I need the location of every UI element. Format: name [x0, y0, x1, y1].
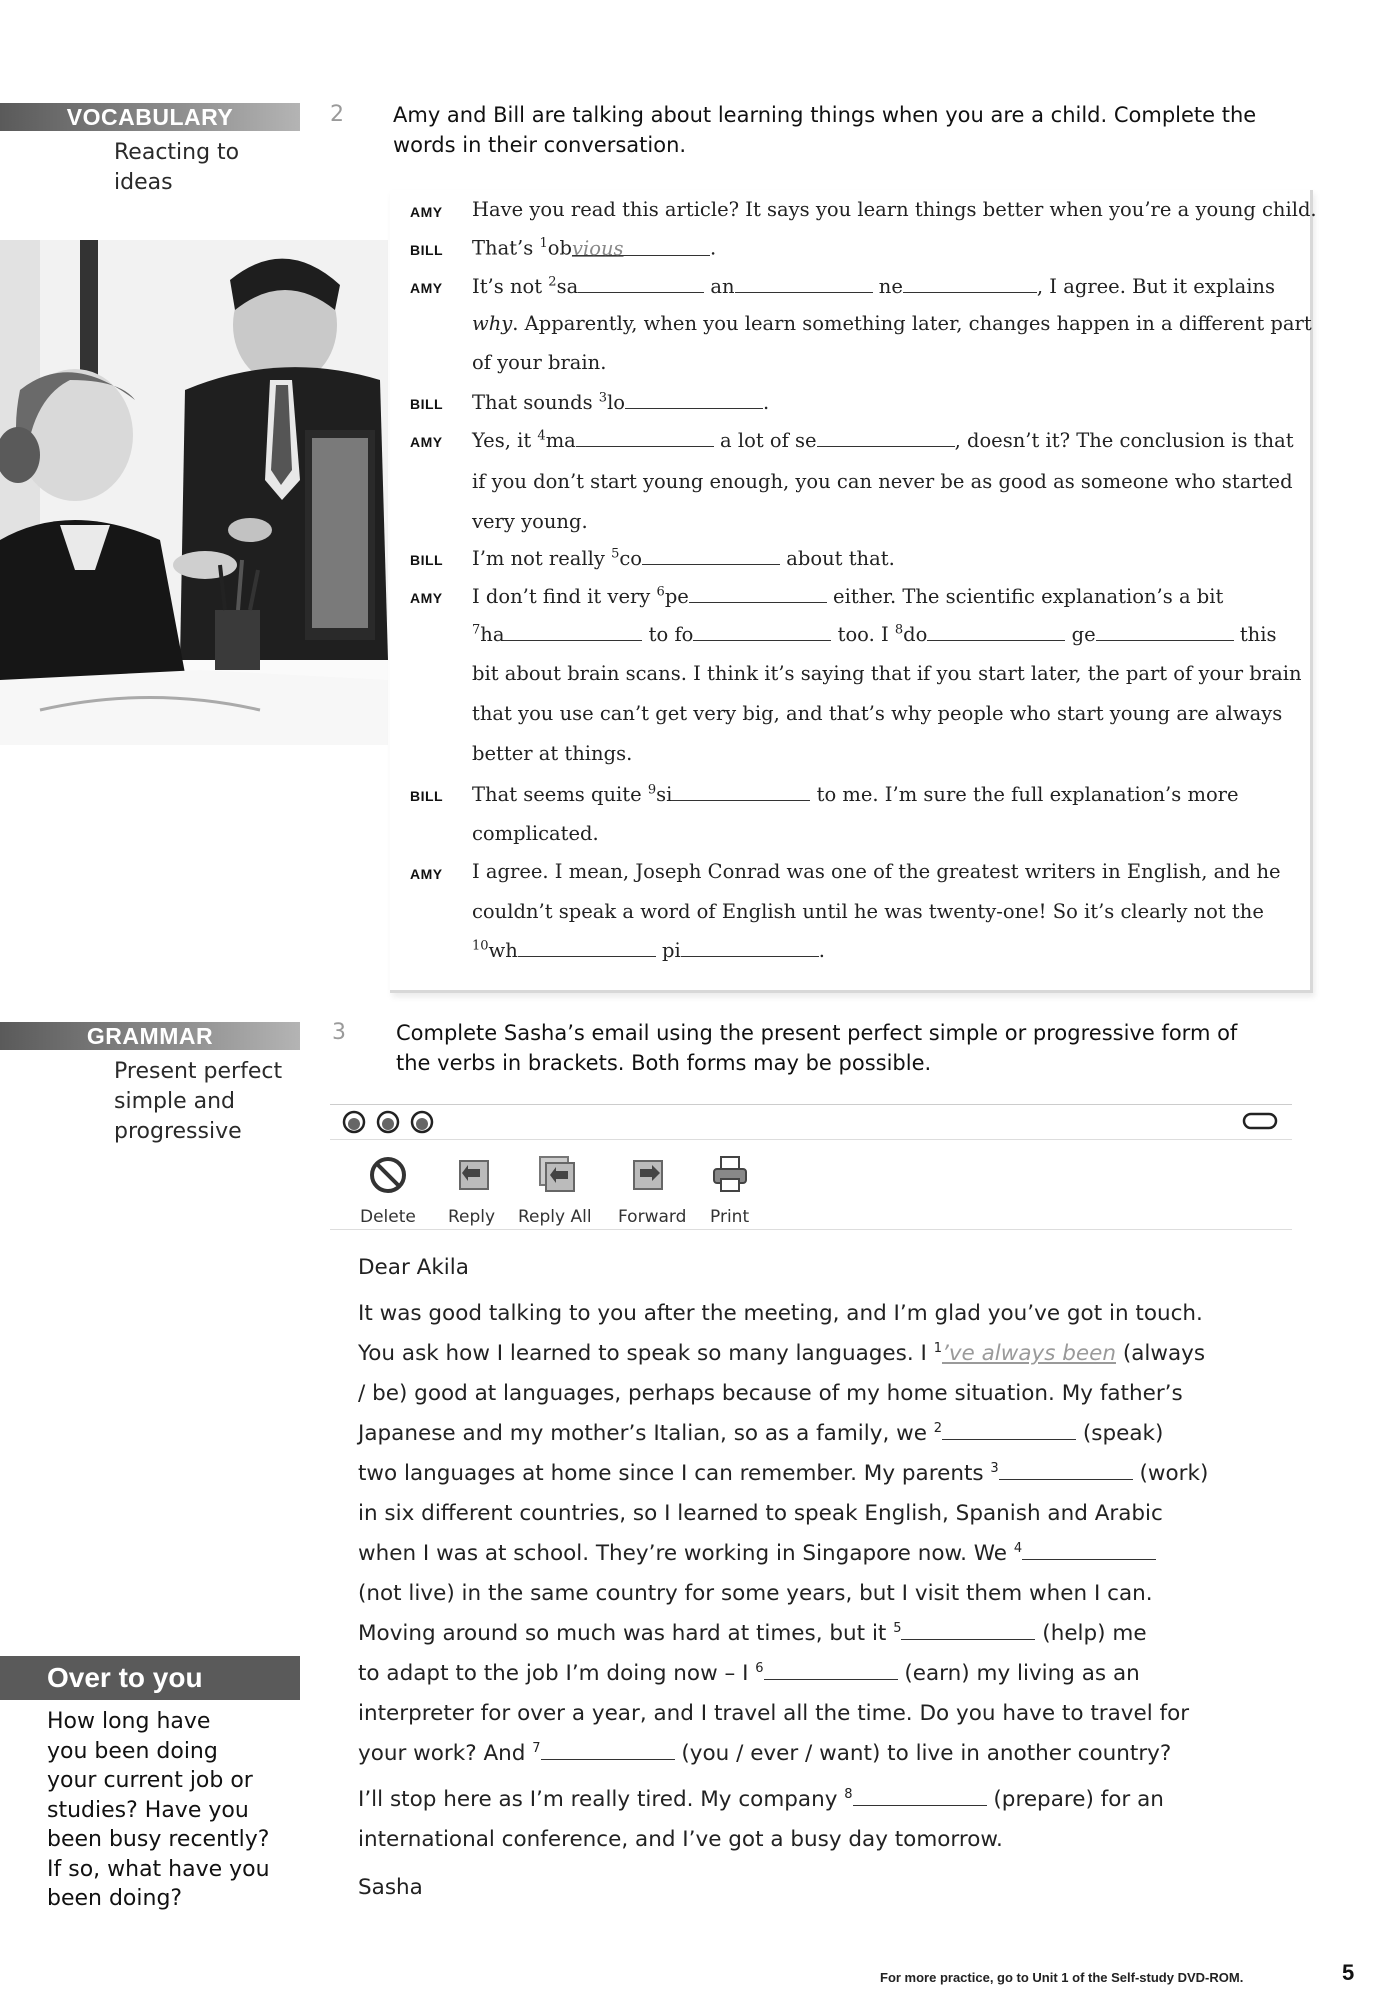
- email-line: (not live) in the same country for some years, but I visit them when I can.: [358, 1581, 1153, 1606]
- email-line: / be) good at languages, perhaps because of my home situation. My father’s: [358, 1381, 1183, 1406]
- word-stem: to fo: [648, 623, 694, 646]
- answer-gap[interactable]: [689, 584, 827, 603]
- text: (speak): [1076, 1421, 1164, 1447]
- text: too. I: [837, 623, 895, 646]
- gap-number: 3: [990, 1461, 999, 1476]
- text-line: If so, what have you: [47, 1856, 270, 1882]
- print-button[interactable]: Print: [710, 1207, 750, 1227]
- printer-icon[interactable]: [710, 1155, 750, 1195]
- text: (always: [1116, 1341, 1206, 1367]
- email-greeting: Dear Akila: [358, 1255, 469, 1280]
- answer-gap[interactable]: [693, 622, 831, 641]
- gap-number: 1: [539, 236, 548, 251]
- text-line: studies? Have you: [47, 1797, 249, 1823]
- text-line: How long have: [47, 1709, 211, 1734]
- exercise-number: 3: [332, 1020, 346, 1045]
- word-stem: wh: [488, 939, 518, 962]
- forward-icon[interactable]: [628, 1155, 668, 1195]
- text: a lot of se: [720, 429, 817, 452]
- dialogue-line: [472, 584, 1223, 608]
- email-line: [358, 1461, 1208, 1486]
- answer-gap[interactable]: [927, 622, 1065, 641]
- word-stem: co: [619, 547, 643, 570]
- instruction-line: words in their conversation.: [393, 133, 687, 157]
- dialogue-line: [472, 782, 1239, 806]
- text: I’ll stop here as I’m really tired. My company: [358, 1787, 845, 1813]
- word-stem: si: [656, 783, 673, 806]
- email-line: [358, 1787, 1164, 1812]
- answer-gap[interactable]: [504, 622, 642, 641]
- answer-gap[interactable]: [681, 938, 819, 957]
- answer-gap[interactable]: [1022, 1541, 1156, 1560]
- dialogue-line: [472, 312, 1312, 335]
- word-stem: sa: [556, 275, 579, 298]
- word-stem: an: [710, 275, 735, 298]
- answer-gap[interactable]: [764, 1661, 898, 1680]
- reply-all-icon[interactable]: [538, 1155, 578, 1195]
- gap-number: 5: [893, 1621, 902, 1636]
- dialogue-box: [390, 190, 1317, 993]
- text: I don’t find it very: [472, 585, 657, 608]
- gap-number: 5: [611, 546, 620, 562]
- forward-button[interactable]: Forward: [618, 1207, 687, 1227]
- answer-gap[interactable]: [642, 546, 780, 565]
- text: about that.: [786, 547, 895, 570]
- text: your work? And: [358, 1741, 533, 1767]
- email-line: international conference, and I’ve got a busy day tomorrow.: [358, 1827, 1003, 1852]
- reply-all-button[interactable]: Reply All: [518, 1207, 592, 1227]
- dialogue-line: of your brain.: [472, 351, 607, 374]
- speaker-label: BILL: [410, 396, 444, 412]
- answer-gap[interactable]: [576, 428, 714, 447]
- gap-number: 8: [844, 1787, 853, 1802]
- text: Yes, it: [472, 429, 538, 452]
- text: , I agree. But it explains: [1036, 275, 1275, 298]
- example-answer: ’ve always been: [941, 1341, 1116, 1367]
- emphasis: why: [472, 312, 513, 335]
- text: when I was at school. They’re working in Singapore now. We: [358, 1541, 1014, 1567]
- text: (work): [1132, 1461, 1209, 1487]
- word-stem: pe: [664, 585, 689, 608]
- dialogue-line: I agree. I mean, Joseph Conrad was one of the greatest writers in English, and he: [472, 860, 1281, 883]
- answer-gap[interactable]: [518, 938, 656, 957]
- word-stem: ge: [1071, 623, 1096, 646]
- answer-gap[interactable]: [999, 1461, 1133, 1480]
- toolbar-toggle-icon[interactable]: [1242, 1111, 1278, 1131]
- instruction-line: the verbs in brackets. Both forms may be possible.: [396, 1051, 932, 1075]
- window-controls[interactable]: [340, 1105, 450, 1135]
- gap-number: 10: [472, 938, 489, 954]
- dialogue-line: complicated.: [472, 822, 599, 845]
- word-stem: ma: [545, 429, 576, 452]
- text: either. The scientific explanation’s a bit: [833, 585, 1224, 608]
- page-number: 5: [1342, 1960, 1355, 1985]
- answer-gap[interactable]: [942, 1421, 1076, 1440]
- text-line: been doing?: [47, 1886, 183, 1911]
- email-line: [358, 1661, 1140, 1686]
- subtitle-line: ideas: [114, 170, 173, 195]
- grammar-bar: GRAMMAR: [0, 1022, 300, 1050]
- text: Moving around so much was hard at times, but it: [358, 1621, 894, 1647]
- answer-gap[interactable]: [903, 274, 1037, 293]
- dialogue-line: [472, 622, 1276, 646]
- answer-gap[interactable]: [1096, 622, 1234, 641]
- word-stem: ne: [878, 275, 903, 298]
- gap-number: 3: [598, 390, 608, 406]
- email-line: [358, 1541, 1156, 1566]
- text: to adapt to the job I’m doing now – I: [358, 1661, 756, 1687]
- delete-button[interactable]: Delete: [360, 1207, 416, 1227]
- answer-gap[interactable]: [541, 1741, 675, 1760]
- subtitle-line: simple and: [114, 1089, 235, 1114]
- text: You ask how I learned to speak so many languages. I: [358, 1341, 934, 1367]
- text: , doesn’t it? The conclusion is that: [954, 429, 1294, 452]
- text: two languages at home since I can remember. My parents: [358, 1461, 991, 1487]
- email-line: [358, 1621, 1147, 1646]
- speaker-label: AMY: [410, 204, 443, 220]
- text: Japanese and my mother’s Italian, so as a family, we: [358, 1421, 934, 1447]
- gap-number: 2: [548, 274, 557, 290]
- toolbar-bottom-divider: [330, 1229, 1292, 1230]
- vocabulary-bar: VOCABULARY: [0, 103, 300, 131]
- grammar-subtitle: [114, 1057, 282, 1147]
- dialogue-line: Have you read this article? It says you learn things better when you’re a young child.: [472, 198, 1317, 221]
- reply-button[interactable]: Reply: [448, 1207, 496, 1227]
- gap-number: 2: [933, 1421, 943, 1436]
- delete-icon[interactable]: [368, 1155, 408, 1195]
- speaker-label: AMY: [410, 590, 443, 606]
- text: That seems quite: [472, 783, 648, 806]
- dialogue-line: $^{10}$wh pi .: [472, 938, 825, 962]
- speaker-label: BILL: [410, 242, 444, 258]
- gap-number: 9: [647, 782, 657, 798]
- word-stem: do: [903, 623, 928, 646]
- text-line: you been doing: [47, 1738, 218, 1764]
- text: That sounds: [472, 391, 599, 414]
- gap-number: 4: [1013, 1541, 1023, 1556]
- dialogue-line: [472, 274, 1275, 298]
- over-to-you-text: [47, 1707, 297, 1914]
- answer-gap[interactable]: [578, 274, 704, 293]
- exercise-instruction: [396, 1018, 1237, 1078]
- footer-note: For more practice, go to Unit 1 of the Self-study DVD-ROM.: [880, 1970, 1244, 1985]
- instruction-line: Complete Sasha’s email using the present perfect simple or progressive form of: [396, 1021, 1238, 1045]
- word-stem: pi: [662, 939, 681, 962]
- word-stem: lo: [607, 391, 626, 414]
- text: It’s not: [472, 275, 549, 298]
- answer-gap[interactable]: [735, 274, 873, 293]
- dialogue-line: couldn’t speak a word of English until he was twenty-one! So it’s clearly not the: [472, 900, 1264, 923]
- dialogue-line: bit about brain scans. I think it’s saying that if you start later, the part of your brain: [472, 662, 1302, 685]
- speaker-label: BILL: [410, 552, 444, 568]
- speaker-label: AMY: [410, 280, 443, 296]
- dialogue-line: that you use can’t get very big, and that’s why people who start young are always: [472, 702, 1283, 725]
- email-line: [358, 1341, 1205, 1366]
- speaker-label: AMY: [410, 434, 443, 450]
- answer-gap[interactable]: [817, 428, 955, 447]
- dialogue-line: better at things.: [472, 742, 633, 765]
- email-signoff: Sasha: [358, 1875, 423, 1900]
- email-line: [358, 1421, 1163, 1446]
- vocabulary-subtitle: [114, 138, 239, 198]
- exercise-number: 2: [330, 102, 344, 127]
- email-line: interpreter for over a year, and I travel all the time. Do you have to travel for: [358, 1701, 1190, 1726]
- speaker-label: AMY: [410, 866, 443, 882]
- dialogue-line: That’s $^1$obvious .: [472, 236, 717, 260]
- word-stem: ob: [547, 236, 572, 260]
- email-window: [330, 1104, 1292, 1931]
- dialogue-line: That sounds $^3$lo .: [472, 390, 770, 414]
- dialogue-line: [472, 546, 895, 570]
- dialogue-line: [472, 428, 1294, 452]
- answer-gap[interactable]: [672, 782, 810, 801]
- text: (help) me: [1035, 1621, 1147, 1647]
- text-line: your current job or: [47, 1768, 253, 1793]
- text: I’m not really: [472, 547, 612, 570]
- gap-number: 8: [894, 622, 904, 638]
- gap-number: 7: [532, 1741, 541, 1756]
- gap-number: 6: [755, 1661, 764, 1676]
- email-line: It was good talking to you after the meeting, and I’m glad you’ve got in touch.: [358, 1301, 1203, 1326]
- dialogue-line: very young.: [472, 510, 588, 533]
- email-line: [358, 1741, 1171, 1766]
- text: . Apparently, when you learn something later, changes happen in a different part: [512, 312, 1312, 335]
- subtitle-line: progressive: [114, 1119, 242, 1144]
- example-answer: vious: [571, 236, 624, 260]
- gap-number: 6: [656, 584, 665, 600]
- instruction-line: Amy and Bill are talking about learning things when you are a child. Complete the: [393, 103, 1257, 127]
- gap-number: 4: [537, 428, 546, 444]
- office-photo: [0, 240, 388, 745]
- answer-gap[interactable]: [853, 1787, 987, 1806]
- subtitle-line: Present perfect: [114, 1059, 283, 1084]
- toolbar-divider: [330, 1139, 1292, 1140]
- exercise-instruction: [393, 100, 1256, 160]
- speaker-label: BILL: [410, 788, 444, 804]
- text: That’s: [472, 236, 540, 260]
- text: to me. I’m sure the full explanation’s more: [816, 783, 1239, 806]
- gap-number: 7: [472, 622, 481, 638]
- text-line: been busy recently?: [47, 1827, 270, 1852]
- text: (earn) my living as an: [897, 1661, 1140, 1687]
- reply-icon[interactable]: [454, 1155, 494, 1195]
- over-to-you-title: Over to you: [0, 1656, 300, 1700]
- gap-number: 1: [933, 1341, 942, 1356]
- answer-gap[interactable]: [625, 390, 763, 409]
- email-line: in six different countries, so I learned to speak English, Spanish and Arabic: [358, 1501, 1163, 1526]
- dialogue-line: if you don’t start young enough, you can never be as good as someone who started: [472, 470, 1293, 493]
- text: (you / ever / want) to live in another country?: [674, 1741, 1172, 1767]
- answer-gap[interactable]: [901, 1621, 1035, 1640]
- subtitle-line: Reacting to: [114, 140, 240, 165]
- text: this: [1239, 623, 1277, 646]
- text: (prepare) for an: [986, 1787, 1164, 1813]
- word-stem: ha: [480, 623, 505, 646]
